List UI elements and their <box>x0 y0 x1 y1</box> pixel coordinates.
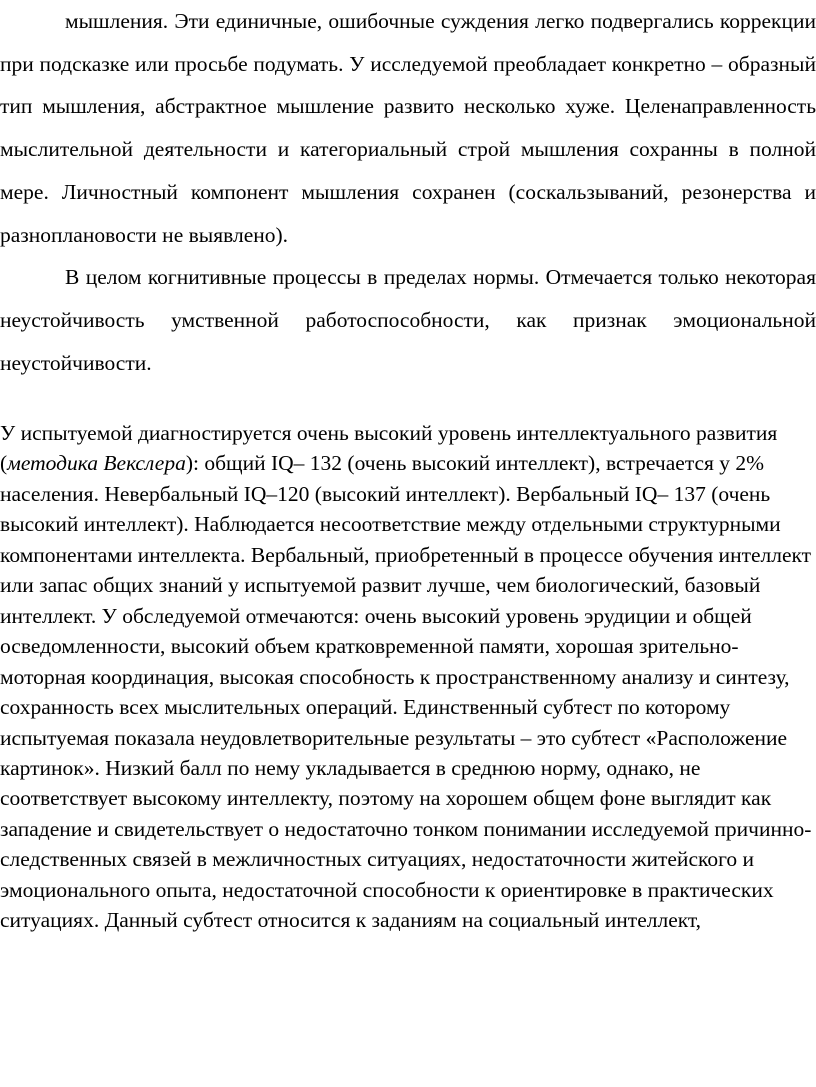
intelligence-text-rest: ): общий IQ– 132 (очень высокий интеллект), встречается у 2% населения. Невербальный IQ–120 (высокий интеллект). Вербальный IQ– 137 (очень высокий интеллект). Наблюдается несоответствие между отдельными структурными компонентами интеллекта. Вербальный, приобретенный в процессе обучения интеллект или запас общих знаний у испытуемой развит лучше, чем биологический, базовый интеллект. У обследуемой отмечаются: очень высокий уровень эрудиции и общей осведомленности, высокий объем кратковременной памяти, хорошая зрительно-моторная координация, высокая способность к пространственному анализу и синтезу, сохранность всех мыслительных операций. Единственный субтест по которому испытуемая показала неудовлетворительные результаты – это субтест «Расположение картинок». Низкий балл по нему укладывается в среднюю норму, однако, не соответствует высокому интеллекту, поэтому на хорошем общем фоне выглядит как западение и свидетельствует о недостаточно тонком понимании исследуемой причинно-следственных связей в межличностных ситуациях, недостаточности житейского и эмоционального опыта, недостаточной способности к ориентировке в практических ситуациях. Данный субтест относится к заданиям на социальный интеллект, <box>0 451 812 933</box>
double-spaced-section <box>0 0 816 384</box>
paragraph-intelligence-assessment <box>0 418 816 936</box>
paragraph-thinking-summary: мышления. Эти единичные, ошибочные суждения легко подвергались коррекции при подсказке или просьбе подумать. У исследуемой преобладает конкретно – образный тип мышления, абстрактное мышление развито несколько хуже. Целенаправленность мыслительной деятельности и категориальный строй мышления сохранны в полной мере. Личностный компонент мышления сохранен (соскальзываний, резонерства и разноплановости не выявлено). <box>0 9 816 247</box>
paragraph-cognitive-conclusion: В целом когнитивные процессы в пределах нормы. Отмечается только некоторая неустойчивость умственной работоспособности, как признак эмоциональной неустойчивости. <box>0 265 816 375</box>
intelligence-text-start: У испытуемой диагностируется очень высокий уровень интеллектуального развития ( <box>0 421 778 476</box>
method-name: методика Векслера <box>7 451 186 476</box>
single-spaced-section <box>0 418 816 936</box>
